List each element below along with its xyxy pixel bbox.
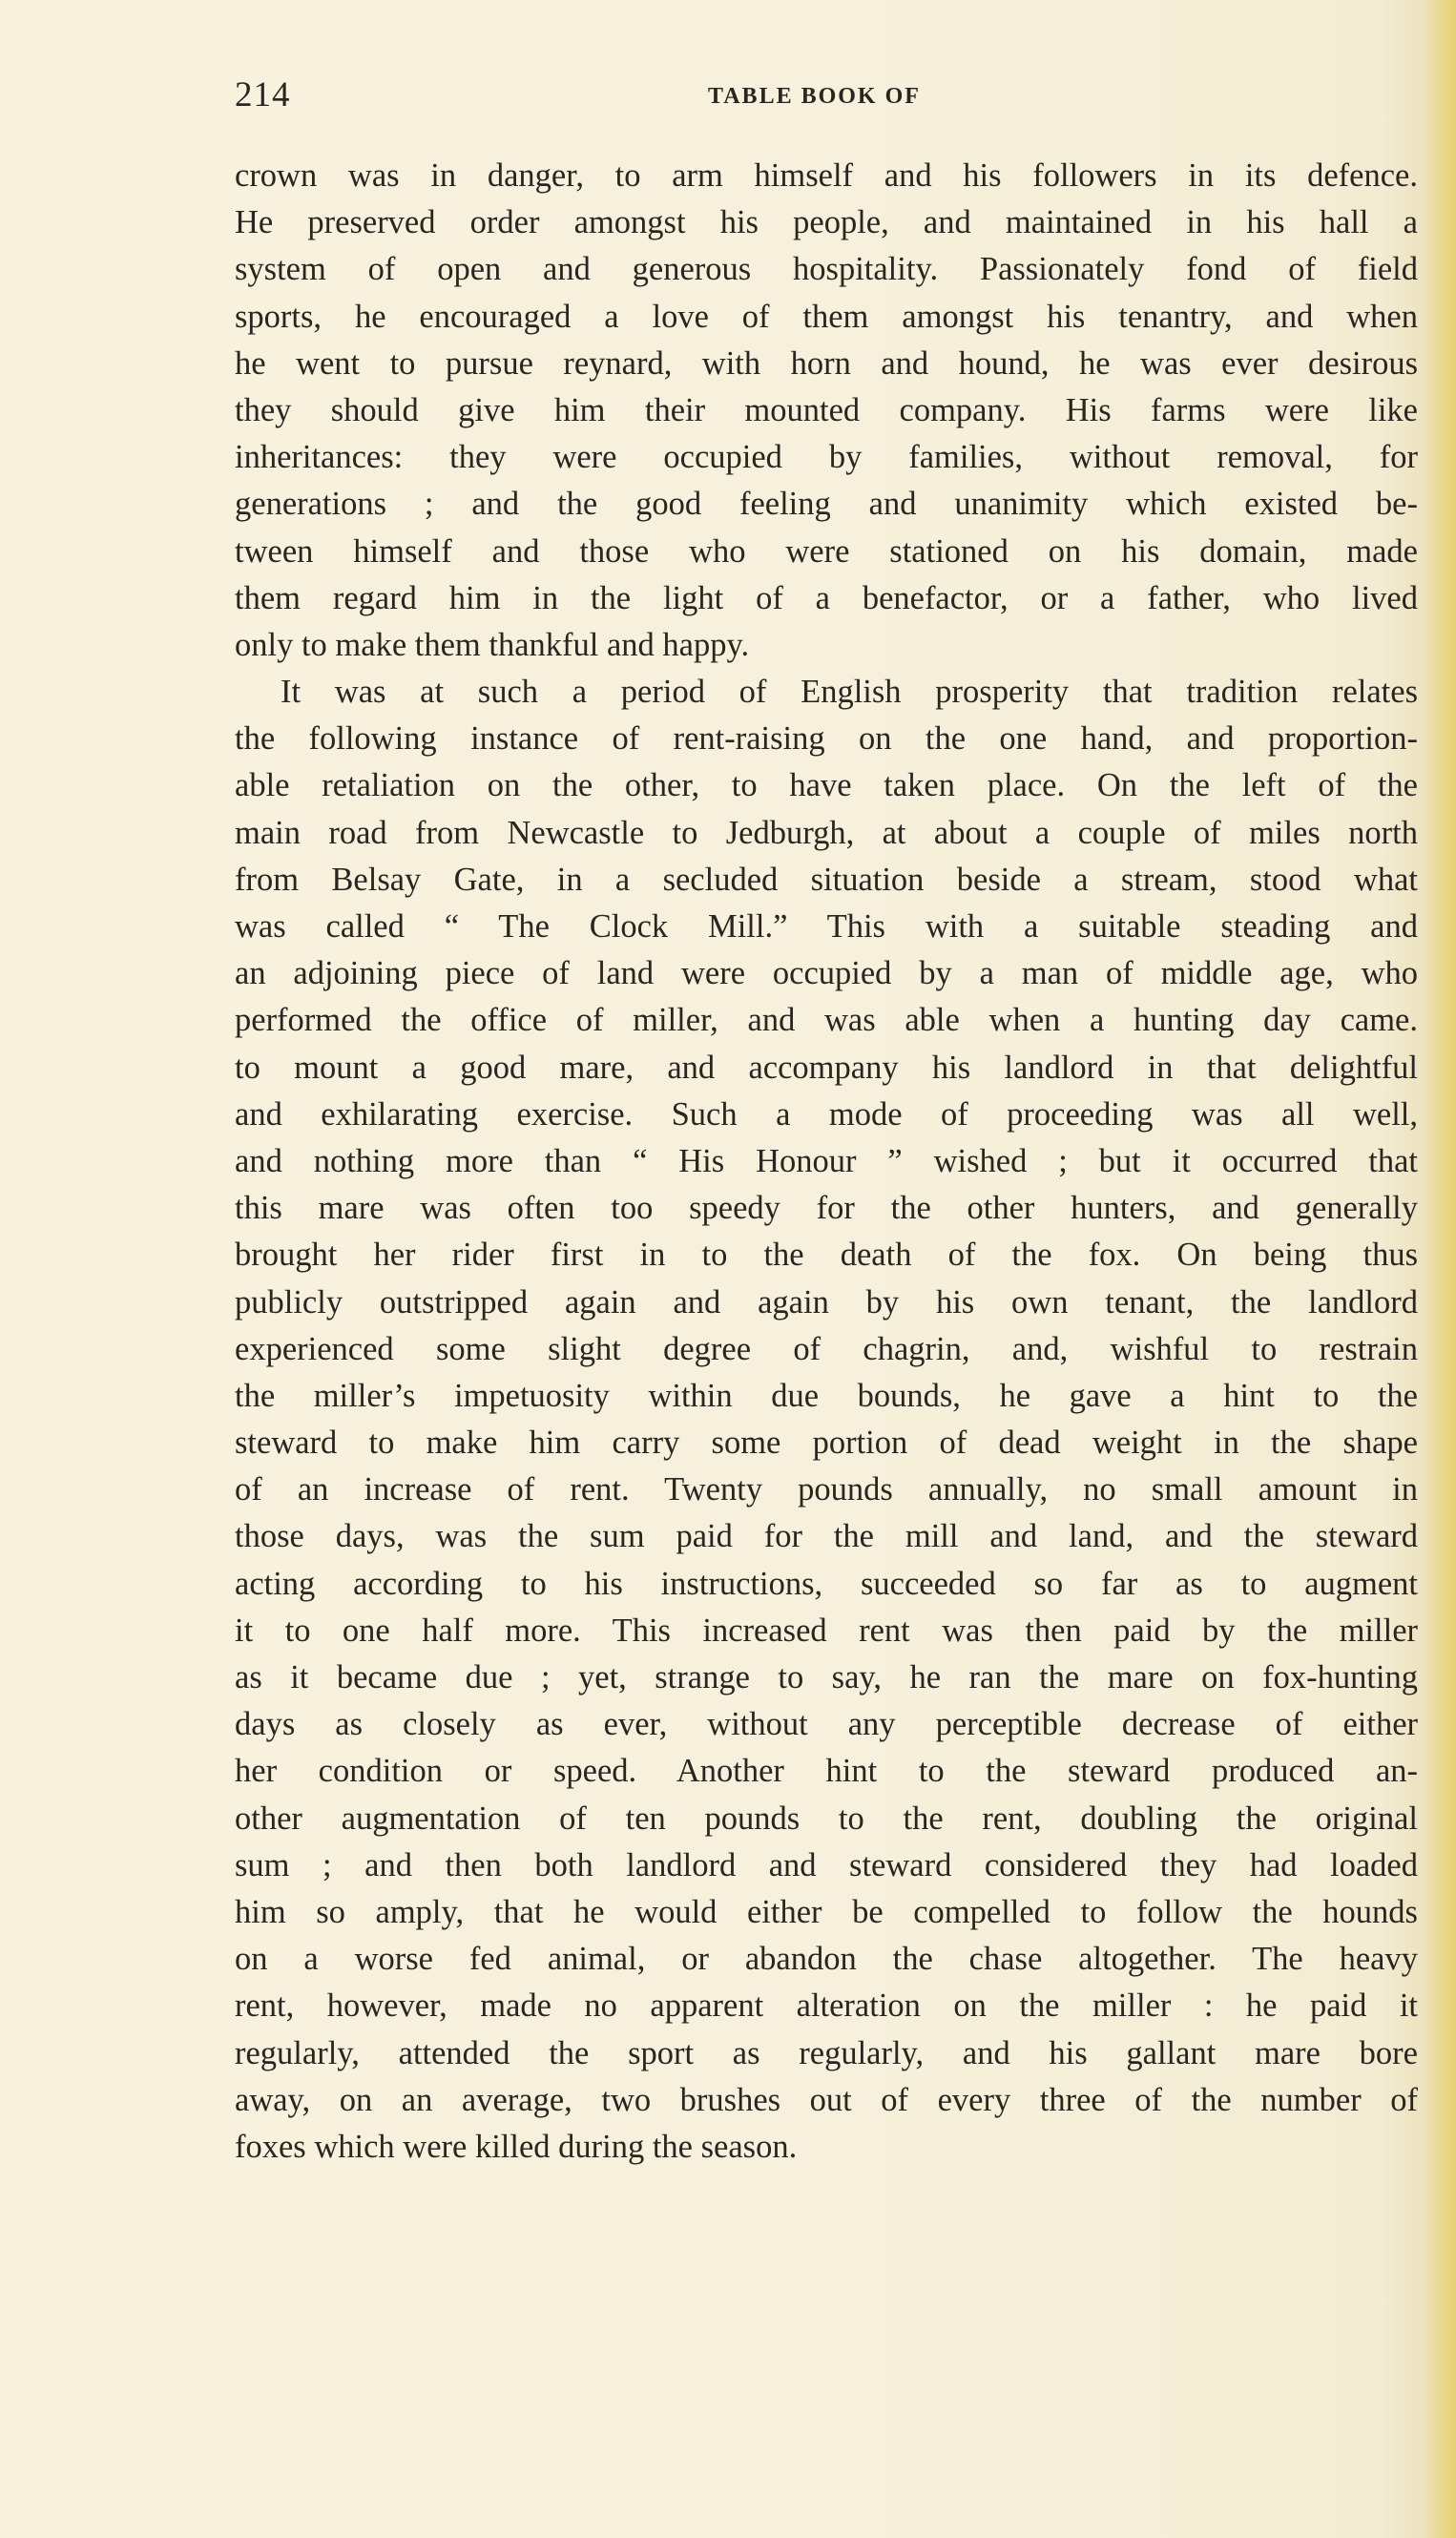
text-line: away, on an average, two brushes out of every three of the number of bbox=[235, 2081, 1418, 2118]
text-line: only to make them thankful and happy. bbox=[235, 626, 750, 663]
text-line: and exhilarating exercise. Such a mode of proceeding was all well, bbox=[235, 1095, 1418, 1133]
page-edge bbox=[1424, 0, 1456, 2538]
text-line: brought her rider first in to the death of the fox. On being thus bbox=[235, 1237, 1418, 1274]
text-line: performed the office of miller, and was able when a hunting day came. bbox=[235, 1002, 1418, 1039]
text-line: system of open and generous hospitality. Passionately fond of field bbox=[235, 251, 1418, 288]
text-line: as it became due ; yet, strange to say, he ran the mare on fox-hunting bbox=[235, 1659, 1418, 1695]
text-line: the following instance of rent-raising on the one hand, and proportion- bbox=[235, 720, 1418, 758]
text-line: they should give him their mounted company. His farms were like bbox=[235, 391, 1418, 428]
text-line: on a worse fed animal, or abandon the chase altogether. The heavy bbox=[235, 1941, 1418, 1978]
text-line: was called “ The Clock Mill.” This with a suitable steading and bbox=[235, 908, 1418, 945]
paragraph-start-line: It was at such a period of English prosperity that tradition relates bbox=[281, 674, 1418, 711]
text-line: sum ; and then both landlord and steward considered they had loaded bbox=[235, 1846, 1418, 1883]
text-line: her condition or speed. Another hint to the steward produced an- bbox=[235, 1753, 1418, 1790]
text-line: main road from Newcastle to Jedburgh, at about a couple of miles north bbox=[235, 814, 1418, 851]
text-line: He preserved order amongst his people, and maintained in his hall a bbox=[235, 204, 1418, 241]
text-line: acting according to his instructions, succeeded so far as to augment bbox=[235, 1565, 1418, 1602]
text-line: regularly, attended the sport as regularly, and his gallant mare bore bbox=[235, 2034, 1418, 2071]
text-line: and nothing more than “ His Honour ” wished ; but it occurred that bbox=[235, 1142, 1418, 1179]
text-line: days as closely as ever, without any perceptible decrease of either bbox=[235, 1706, 1418, 1743]
text-line: generations ; and the good feeling and unanimity which existed be- bbox=[235, 486, 1418, 523]
text-line: of an increase of rent. Twenty pounds annually, no small amount in bbox=[235, 1471, 1418, 1508]
text-line: sports, he encouraged a love of them amongst his tenantry, and when bbox=[235, 298, 1418, 335]
text-line: other augmentation of ten pounds to the rent, doubling the original bbox=[235, 1799, 1418, 1837]
text-line: them regard him in the light of a benefactor, or a father, who lived bbox=[235, 579, 1418, 616]
text-line: it to one half more. This increased rent was then paid by the miller bbox=[235, 1612, 1418, 1649]
text-line: steward to make him carry some portion of dead weight in the shape bbox=[235, 1425, 1418, 1462]
text-line: those days, was the sum paid for the mill and land, and the steward bbox=[235, 1518, 1418, 1555]
text-line: foxes which were killed during the season. bbox=[235, 2128, 798, 2165]
text-line: rent, however, made no apparent alteration on the miller : he paid it bbox=[235, 1987, 1418, 2025]
text-line: an adjoining piece of land were occupied by a man of middle age, who bbox=[235, 955, 1418, 992]
page-number: 214 bbox=[235, 75, 291, 114]
text-line: the miller’s impetuosity within due bounds, he gave a hint to the bbox=[235, 1377, 1418, 1414]
text-line: tween himself and those who were stationed on his domain, made bbox=[235, 532, 1418, 570]
text-line: inheritances: they were occupied by families, without removal, for bbox=[235, 439, 1418, 476]
page-header bbox=[235, 74, 1418, 132]
text-line: him so amply, that he would either be compelled to follow the hounds bbox=[235, 1893, 1418, 1930]
text-line: able retaliation on the other, to have taken place. On the left of the bbox=[235, 767, 1418, 804]
text-line: this mare was often too speedy for the other hunters, and generally bbox=[235, 1190, 1418, 1227]
text-line: from Belsay Gate, in a secluded situation beside a stream, stood what bbox=[235, 861, 1418, 898]
body-text bbox=[235, 153, 1418, 2171]
text-line: he went to pursue reynard, with horn and hound, he was ever desirous bbox=[235, 344, 1418, 382]
text-line: crown was in danger, to arm himself and his followers in its defence. bbox=[235, 157, 1418, 194]
running-head: TABLE BOOK OF bbox=[708, 84, 921, 109]
text-line: publicly outstripped again and again by his own tenant, the landlord bbox=[235, 1283, 1418, 1321]
text-line: experienced some slight degree of chagrin, and, wishful to restrain bbox=[235, 1330, 1418, 1367]
text-line: to mount a good mare, and accompany his landlord in that delightful bbox=[235, 1049, 1418, 1086]
